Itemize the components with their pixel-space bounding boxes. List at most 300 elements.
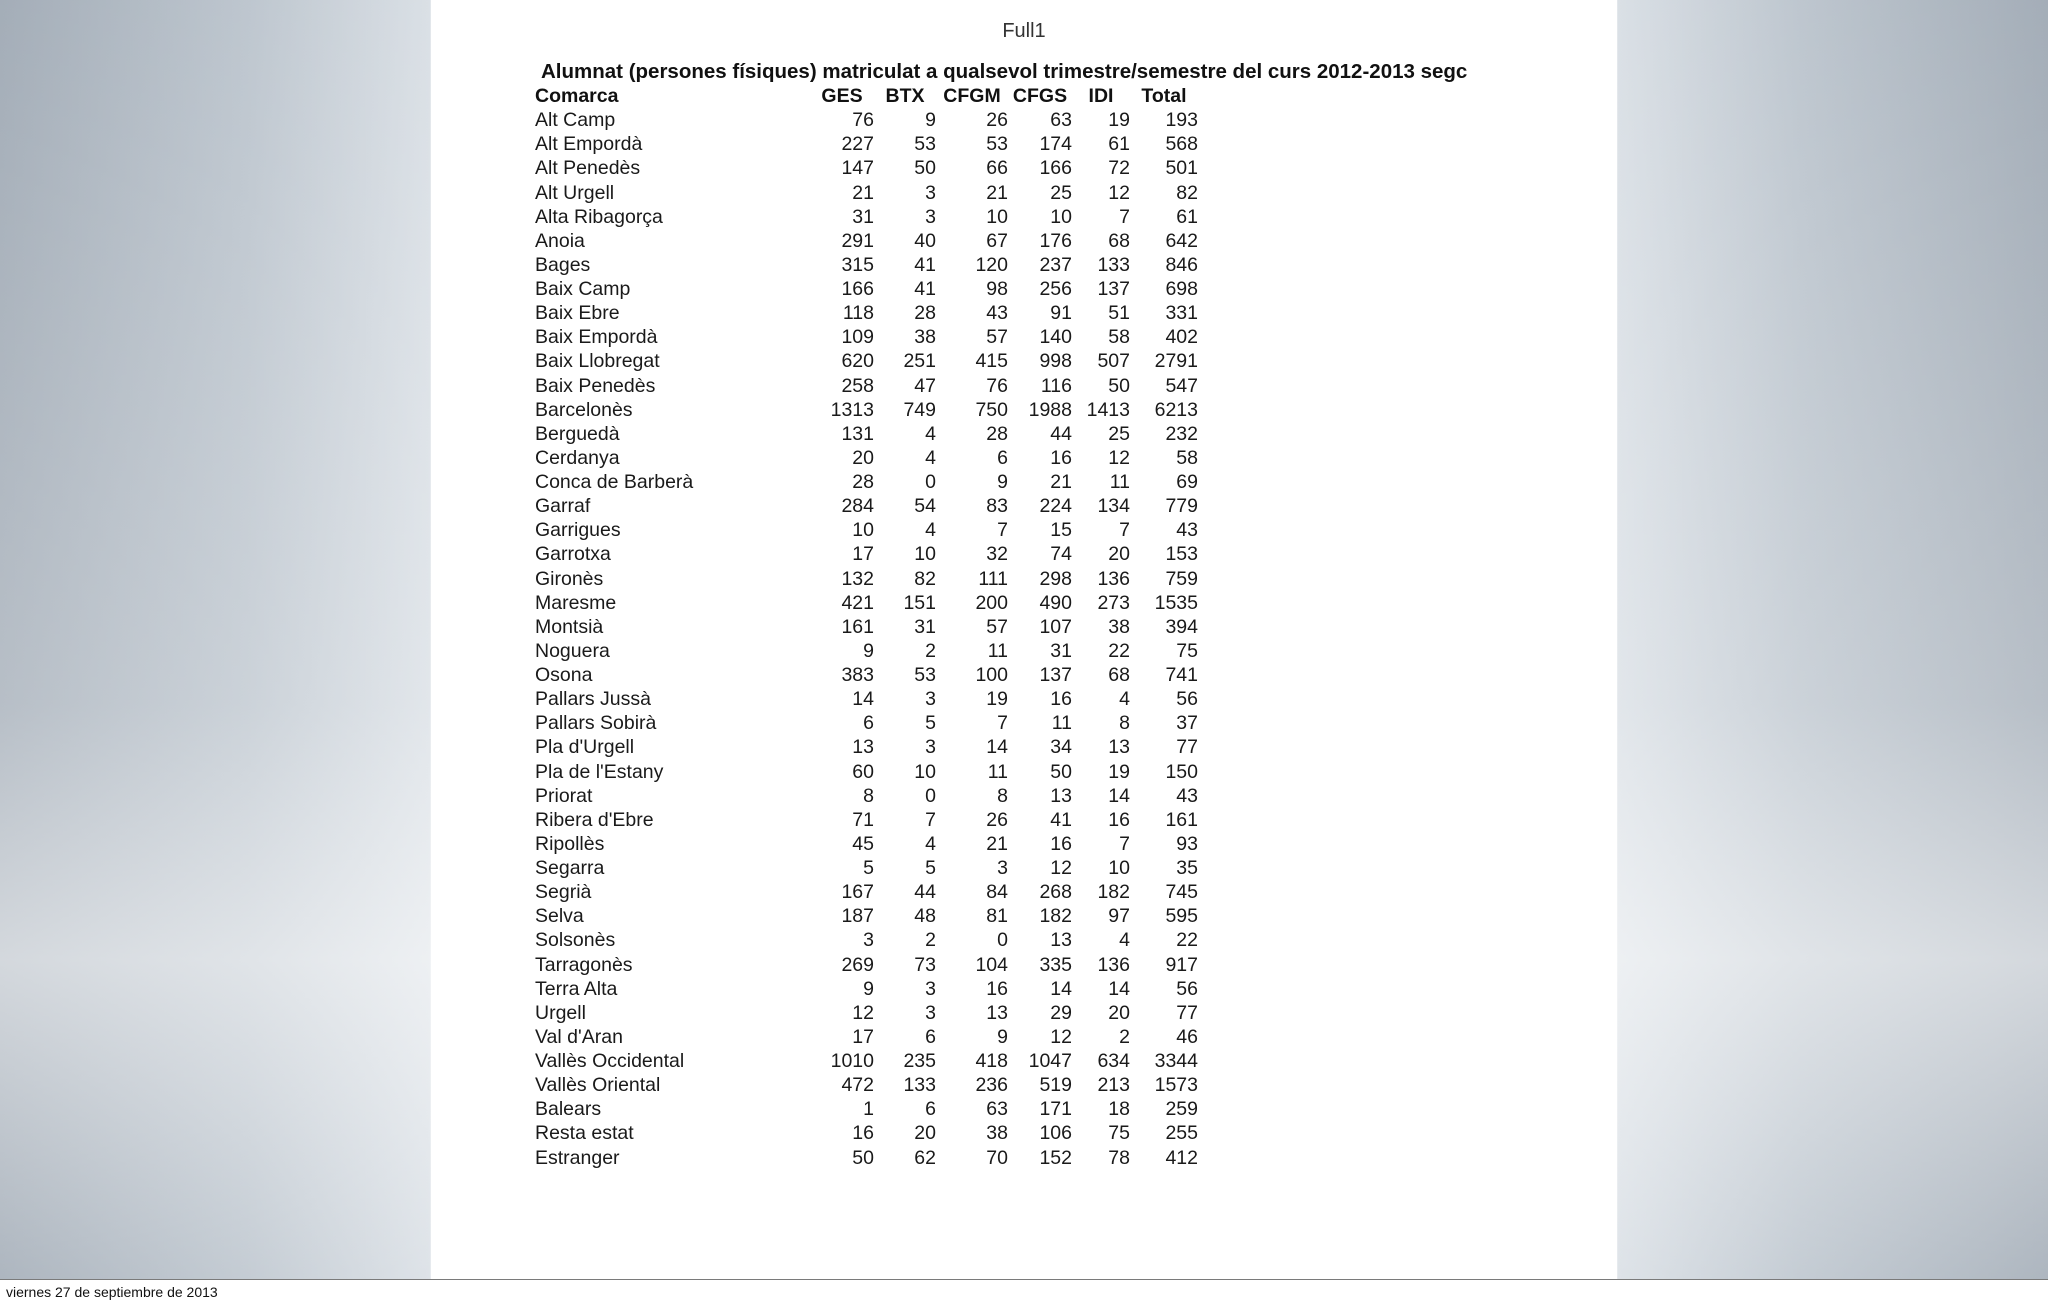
table-row [532, 591, 1198, 615]
btx-cell: 2 [925, 929, 936, 952]
idi-cell: 507 [1097, 350, 1130, 373]
btx-cell: 31 [914, 615, 936, 638]
comarca-name-cell: Alt Penedès [535, 157, 641, 180]
comarca-name-cell: Vallès Occidental [535, 1050, 685, 1073]
ges-cell: 166 [841, 278, 874, 301]
comarca-name-cell: Garrotxa [535, 543, 611, 566]
btx-cell: 6 [925, 1098, 936, 1121]
cfgs-cell: 74 [1050, 543, 1072, 566]
comarca-name-cell: Ripollès [535, 832, 605, 855]
comarca-name-cell: Ribera d'Ebre [535, 808, 654, 831]
column-header-total: Total [1141, 85, 1187, 108]
idi-cell: 273 [1097, 591, 1130, 614]
ges-cell: 13 [852, 736, 874, 759]
cfgm-cell: 100 [975, 664, 1008, 687]
idi-cell: 134 [1097, 495, 1130, 518]
cfgs-cell: 1047 [1028, 1050, 1072, 1073]
ges-cell: 118 [842, 302, 874, 325]
idi-cell: 133 [1097, 253, 1130, 276]
idi-cell: 38 [1108, 615, 1130, 638]
ges-cell: 258 [841, 374, 874, 397]
idi-cell: 136 [1097, 567, 1130, 590]
table-row [532, 567, 1198, 591]
comarca-name-cell: Urgell [535, 1001, 586, 1024]
ges-cell: 132 [841, 567, 874, 590]
idi-cell: 7 [1119, 832, 1130, 855]
table-row [532, 953, 1198, 977]
cfgs-cell: 116 [1040, 374, 1072, 397]
idi-cell: 25 [1108, 422, 1130, 445]
btx-cell: 20 [914, 1122, 936, 1145]
total-cell: 22 [1176, 929, 1198, 952]
comarca-name-cell: Priorat [535, 784, 593, 807]
cfgs-cell: 519 [1039, 1074, 1072, 1097]
cfgm-cell: 38 [986, 1122, 1008, 1145]
table-row [532, 711, 1198, 735]
comarca-name-cell: Montsià [535, 615, 604, 638]
table-row [532, 1049, 1198, 1073]
cfgm-cell: 26 [986, 109, 1008, 132]
cfgs-cell: 12 [1050, 857, 1072, 880]
total-cell: 82 [1176, 181, 1198, 204]
ges-cell: 14 [852, 688, 874, 711]
idi-cell: 58 [1108, 326, 1130, 349]
total-cell: 741 [1165, 664, 1198, 687]
comarca-name-cell: Solsonès [535, 929, 616, 952]
total-cell: 61 [1176, 205, 1198, 228]
table-row [532, 904, 1198, 928]
cfgm-cell: 111 [978, 567, 1008, 590]
total-cell: 1535 [1154, 591, 1198, 614]
comarca-name-cell: Pla d'Urgell [535, 736, 635, 759]
btx-cell: 251 [903, 350, 936, 373]
table-row [532, 977, 1198, 1001]
ges-cell: 315 [841, 253, 874, 276]
cfgs-cell: 224 [1039, 495, 1072, 518]
idi-cell: 13 [1108, 736, 1130, 759]
btx-cell: 73 [914, 953, 936, 976]
idi-cell: 20 [1108, 543, 1130, 566]
cfgs-cell: 15 [1050, 519, 1072, 542]
total-cell: 595 [1165, 905, 1198, 928]
btx-cell: 48 [914, 905, 936, 928]
table-row [532, 760, 1198, 784]
idi-cell: 18 [1108, 1098, 1130, 1121]
total-cell: 698 [1165, 278, 1198, 301]
btx-cell: 4 [925, 422, 936, 445]
enrollment-table [532, 84, 1198, 1170]
cfgs-cell: 29 [1050, 1001, 1072, 1024]
table-row [532, 1025, 1198, 1049]
btx-cell: 53 [914, 133, 936, 156]
total-cell: 331 [1165, 302, 1198, 325]
table-row [532, 398, 1198, 422]
total-cell: 193 [1165, 109, 1198, 132]
cfgm-cell: 7 [997, 519, 1008, 542]
ges-cell: 31 [852, 205, 874, 228]
comarca-name-cell: Maresme [535, 591, 617, 614]
ges-cell: 227 [841, 133, 874, 156]
btx-cell: 3 [925, 1001, 936, 1024]
ges-cell: 76 [852, 109, 874, 132]
idi-cell: 10 [1108, 857, 1130, 880]
table-row [532, 494, 1198, 518]
ges-cell: 1010 [830, 1050, 874, 1073]
cfgm-cell: 750 [975, 398, 1008, 421]
cfgs-cell: 140 [1039, 326, 1072, 349]
idi-cell: 2 [1119, 1025, 1130, 1048]
table-row [532, 856, 1198, 880]
table-row [532, 181, 1198, 205]
comarca-name-cell: Tarragonès [535, 953, 633, 976]
cfgm-cell: 63 [986, 1098, 1008, 1121]
comarca-name-cell: Alt Urgell [535, 181, 615, 204]
cfgs-cell: 107 [1039, 615, 1072, 638]
total-cell: 35 [1176, 857, 1198, 880]
total-cell: 394 [1165, 615, 1198, 638]
cfgm-cell: 13 [986, 1001, 1008, 1024]
comarca-name-cell: Alta Ribagorça [535, 205, 663, 228]
ges-cell: 17 [852, 1025, 874, 1048]
cfgm-cell: 6 [997, 446, 1008, 469]
cfgm-cell: 28 [986, 422, 1008, 445]
btx-cell: 82 [914, 567, 936, 590]
cfgm-cell: 0 [997, 929, 1008, 952]
comarca-name-cell: Val d'Aran [535, 1025, 623, 1048]
cfgm-cell: 53 [986, 133, 1008, 156]
idi-cell: 19 [1108, 760, 1130, 783]
column-header-ges: GES [821, 85, 863, 108]
total-cell: 150 [1165, 760, 1198, 783]
idi-cell: 19 [1108, 109, 1130, 132]
cfgs-cell: 11 [1051, 712, 1072, 735]
comarca-name-cell: Baix Llobregat [535, 350, 660, 373]
comarca-name-cell: Segrià [535, 881, 592, 904]
ges-cell: 3 [863, 929, 874, 952]
table-row [532, 229, 1198, 253]
idi-cell: 22 [1108, 639, 1130, 662]
idi-cell: 14 [1108, 784, 1130, 807]
comarca-name-cell: Berguedà [535, 422, 620, 445]
cfgm-cell: 11 [987, 760, 1008, 783]
cfgm-cell: 21 [986, 181, 1008, 204]
total-cell: 568 [1165, 133, 1198, 156]
ges-cell: 20 [852, 446, 874, 469]
cfgs-cell: 50 [1050, 760, 1072, 783]
cfgm-cell: 16 [986, 977, 1008, 1000]
idi-cell: 75 [1108, 1122, 1130, 1145]
btx-cell: 4 [925, 446, 936, 469]
cfgm-cell: 19 [986, 688, 1008, 711]
btx-cell: 5 [925, 857, 936, 880]
btx-cell: 3 [925, 977, 936, 1000]
table-row [532, 735, 1198, 759]
cfgs-cell: 21 [1050, 471, 1072, 494]
cfgs-cell: 16 [1050, 446, 1072, 469]
ges-cell: 472 [841, 1074, 874, 1097]
comarca-name-cell: Selva [535, 905, 584, 928]
comarca-name-cell: Baix Camp [535, 278, 631, 301]
btx-cell: 0 [925, 784, 936, 807]
idi-cell: 12 [1108, 181, 1130, 204]
btx-cell: 50 [914, 157, 936, 180]
table-row [532, 1121, 1198, 1145]
btx-cell: 28 [914, 302, 936, 325]
table-row [532, 615, 1198, 639]
idi-cell: 136 [1097, 953, 1130, 976]
cfgm-cell: 418 [975, 1050, 1008, 1073]
cfgm-cell: 3 [997, 857, 1008, 880]
ges-cell: 71 [852, 808, 874, 831]
idi-cell: 72 [1108, 157, 1130, 180]
total-cell: 917 [1165, 953, 1198, 976]
btx-cell: 44 [914, 881, 936, 904]
total-cell: 77 [1176, 736, 1198, 759]
total-cell: 161 [1165, 808, 1198, 831]
table-row [532, 325, 1198, 349]
btx-cell: 53 [914, 664, 936, 687]
comarca-name-cell: Anoia [535, 229, 585, 252]
table-row [532, 253, 1198, 277]
cfgs-cell: 998 [1039, 350, 1072, 373]
cfgs-cell: 174 [1039, 133, 1072, 156]
ges-cell: 383 [841, 664, 874, 687]
footer-date: viernes 27 de septiembre de 2013 [6, 1284, 218, 1300]
total-cell: 56 [1176, 688, 1198, 711]
idi-cell: 4 [1119, 929, 1130, 952]
total-cell: 402 [1165, 326, 1198, 349]
total-cell: 153 [1165, 543, 1198, 566]
table-header-row [532, 84, 1198, 108]
btx-cell: 133 [903, 1074, 936, 1097]
btx-cell: 54 [914, 495, 936, 518]
total-cell: 43 [1176, 784, 1198, 807]
cfgs-cell: 237 [1039, 253, 1072, 276]
cfgs-cell: 41 [1050, 808, 1072, 831]
table-row [532, 470, 1198, 494]
cfgm-cell: 9 [997, 471, 1008, 494]
table-row [532, 687, 1198, 711]
cfgm-cell: 9 [997, 1025, 1008, 1048]
comarca-name-cell: Segarra [535, 857, 605, 880]
total-cell: 6213 [1154, 398, 1198, 421]
cfgs-cell: 335 [1039, 953, 1072, 976]
cfgs-cell: 16 [1050, 832, 1072, 855]
cfgs-cell: 12 [1050, 1025, 1072, 1048]
idi-cell: 14 [1108, 977, 1130, 1000]
cfgm-cell: 43 [986, 302, 1008, 325]
column-header-comarca: Comarca [535, 85, 619, 108]
table-row [532, 301, 1198, 325]
column-header-cfgm: CFGM [943, 85, 1001, 108]
footer-bar [0, 1279, 2048, 1305]
btx-cell: 5 [925, 712, 936, 735]
idi-cell: 213 [1097, 1074, 1130, 1097]
cfgs-cell: 268 [1039, 881, 1072, 904]
total-cell: 232 [1165, 422, 1198, 445]
comarca-name-cell: Alt Camp [535, 109, 616, 132]
btx-cell: 47 [914, 374, 936, 397]
btx-cell: 151 [903, 591, 936, 614]
comarca-name-cell: Pallars Jussà [535, 688, 651, 711]
comarca-name-cell: Garraf [535, 495, 591, 518]
cfgm-cell: 81 [986, 905, 1008, 928]
ges-cell: 284 [841, 495, 874, 518]
cfgm-cell: 67 [986, 229, 1008, 252]
cfgs-cell: 16 [1050, 688, 1072, 711]
total-cell: 75 [1176, 639, 1198, 662]
btx-cell: 235 [903, 1050, 936, 1073]
document-page [431, 0, 1617, 1279]
cfgs-cell: 137 [1039, 664, 1072, 687]
sheet-name-header: Full1 [1002, 20, 1046, 42]
comarca-name-cell: Balears [535, 1098, 602, 1121]
btx-cell: 41 [914, 253, 936, 276]
total-cell: 56 [1176, 977, 1198, 1000]
idi-cell: 7 [1119, 519, 1130, 542]
table-row [532, 205, 1198, 229]
total-cell: 642 [1165, 229, 1198, 252]
comarca-name-cell: Conca de Barberà [535, 471, 694, 494]
total-cell: 255 [1165, 1122, 1198, 1145]
ges-cell: 291 [841, 229, 874, 252]
ges-cell: 28 [852, 471, 874, 494]
cfgm-cell: 21 [986, 832, 1008, 855]
total-cell: 3344 [1154, 1050, 1198, 1073]
cfgs-cell: 14 [1050, 977, 1072, 1000]
btx-cell: 10 [914, 760, 936, 783]
table-row [532, 639, 1198, 663]
cfgs-cell: 25 [1050, 181, 1072, 204]
idi-cell: 51 [1108, 302, 1130, 325]
comarca-name-cell: Osona [535, 664, 593, 687]
ges-cell: 421 [841, 591, 874, 614]
cfgs-cell: 166 [1039, 157, 1072, 180]
comarca-name-cell: Terra Alta [535, 977, 618, 1000]
comarca-name-cell: Noguera [535, 639, 610, 662]
total-cell: 1573 [1154, 1074, 1198, 1097]
comarca-name-cell: Vallès Oriental [535, 1074, 661, 1097]
table-row [532, 349, 1198, 373]
ges-cell: 1313 [830, 398, 874, 421]
btx-cell: 3 [925, 181, 936, 204]
btx-cell: 10 [914, 543, 936, 566]
btx-cell: 38 [914, 326, 936, 349]
total-cell: 46 [1176, 1025, 1198, 1048]
table-row [532, 663, 1198, 687]
table-row [532, 928, 1198, 952]
cfgm-cell: 98 [986, 278, 1008, 301]
cfgm-cell: 70 [986, 1146, 1008, 1169]
table-row [532, 832, 1198, 856]
comarca-name-cell: Baix Penedès [535, 374, 656, 397]
comarca-name-cell: Baix Ebre [535, 302, 620, 325]
idi-cell: 8 [1119, 712, 1130, 735]
ges-cell: 9 [863, 639, 874, 662]
comarca-name-cell: Pallars Sobirà [535, 712, 657, 735]
table-row [532, 156, 1198, 180]
cfgm-cell: 76 [986, 374, 1008, 397]
cfgm-cell: 14 [986, 736, 1008, 759]
idi-cell: 97 [1108, 905, 1130, 928]
idi-cell: 182 [1097, 881, 1130, 904]
total-cell: 759 [1165, 567, 1198, 590]
table-row [532, 518, 1198, 542]
ges-cell: 8 [863, 784, 874, 807]
ges-cell: 6 [863, 712, 874, 735]
cfgm-cell: 10 [986, 205, 1008, 228]
ges-cell: 1 [863, 1098, 874, 1121]
btx-cell: 3 [925, 205, 936, 228]
btx-cell: 9 [925, 109, 936, 132]
btx-cell: 3 [925, 688, 936, 711]
cfgs-cell: 34 [1050, 736, 1072, 759]
table-row [532, 277, 1198, 301]
column-header-idi: IDI [1088, 85, 1114, 108]
total-cell: 37 [1176, 712, 1198, 735]
total-cell: 2791 [1154, 350, 1198, 373]
comarca-name-cell: Bages [535, 253, 591, 276]
ges-cell: 131 [841, 422, 874, 445]
table-row [532, 1001, 1198, 1025]
table-body [532, 108, 1198, 1170]
comarca-name-cell: Barcelonès [535, 398, 633, 421]
idi-cell: 7 [1119, 205, 1130, 228]
table-row [532, 422, 1198, 446]
cfgm-cell: 84 [986, 881, 1008, 904]
comarca-name-cell: Resta estat [535, 1122, 634, 1145]
table-row [532, 132, 1198, 156]
ges-cell: 21 [852, 181, 874, 204]
table-row [532, 108, 1198, 132]
btx-cell: 3 [925, 736, 936, 759]
btx-cell: 40 [914, 229, 936, 252]
total-cell: 58 [1176, 446, 1198, 469]
idi-cell: 16 [1108, 808, 1130, 831]
total-cell: 69 [1176, 471, 1198, 494]
btx-cell: 4 [925, 832, 936, 855]
ges-cell: 17 [852, 543, 874, 566]
cfgs-cell: 31 [1050, 639, 1072, 662]
cfgs-cell: 490 [1039, 591, 1072, 614]
cfgs-cell: 171 [1039, 1098, 1072, 1121]
idi-cell: 68 [1108, 229, 1130, 252]
total-cell: 93 [1176, 832, 1198, 855]
idi-cell: 12 [1108, 446, 1130, 469]
table-row [532, 542, 1198, 566]
table-row [532, 1146, 1198, 1170]
btx-cell: 6 [925, 1025, 936, 1048]
total-cell: 77 [1176, 1001, 1198, 1024]
cfgm-cell: 415 [975, 350, 1008, 373]
cfgm-cell: 120 [975, 253, 1008, 276]
ges-cell: 5 [863, 857, 874, 880]
idi-cell: 61 [1108, 133, 1130, 156]
idi-cell: 137 [1097, 278, 1130, 301]
idi-cell: 50 [1108, 374, 1130, 397]
cfgs-cell: 44 [1050, 422, 1072, 445]
cfgm-cell: 57 [986, 615, 1008, 638]
cfgs-cell: 152 [1039, 1146, 1072, 1169]
btx-cell: 2 [925, 639, 936, 662]
cfgm-cell: 8 [997, 784, 1008, 807]
comarca-name-cell: Alt Empordà [535, 133, 643, 156]
ges-cell: 60 [852, 760, 874, 783]
cfgs-cell: 106 [1039, 1122, 1072, 1145]
total-cell: 259 [1165, 1098, 1198, 1121]
cfgm-cell: 236 [975, 1074, 1008, 1097]
cfgm-cell: 104 [975, 953, 1008, 976]
